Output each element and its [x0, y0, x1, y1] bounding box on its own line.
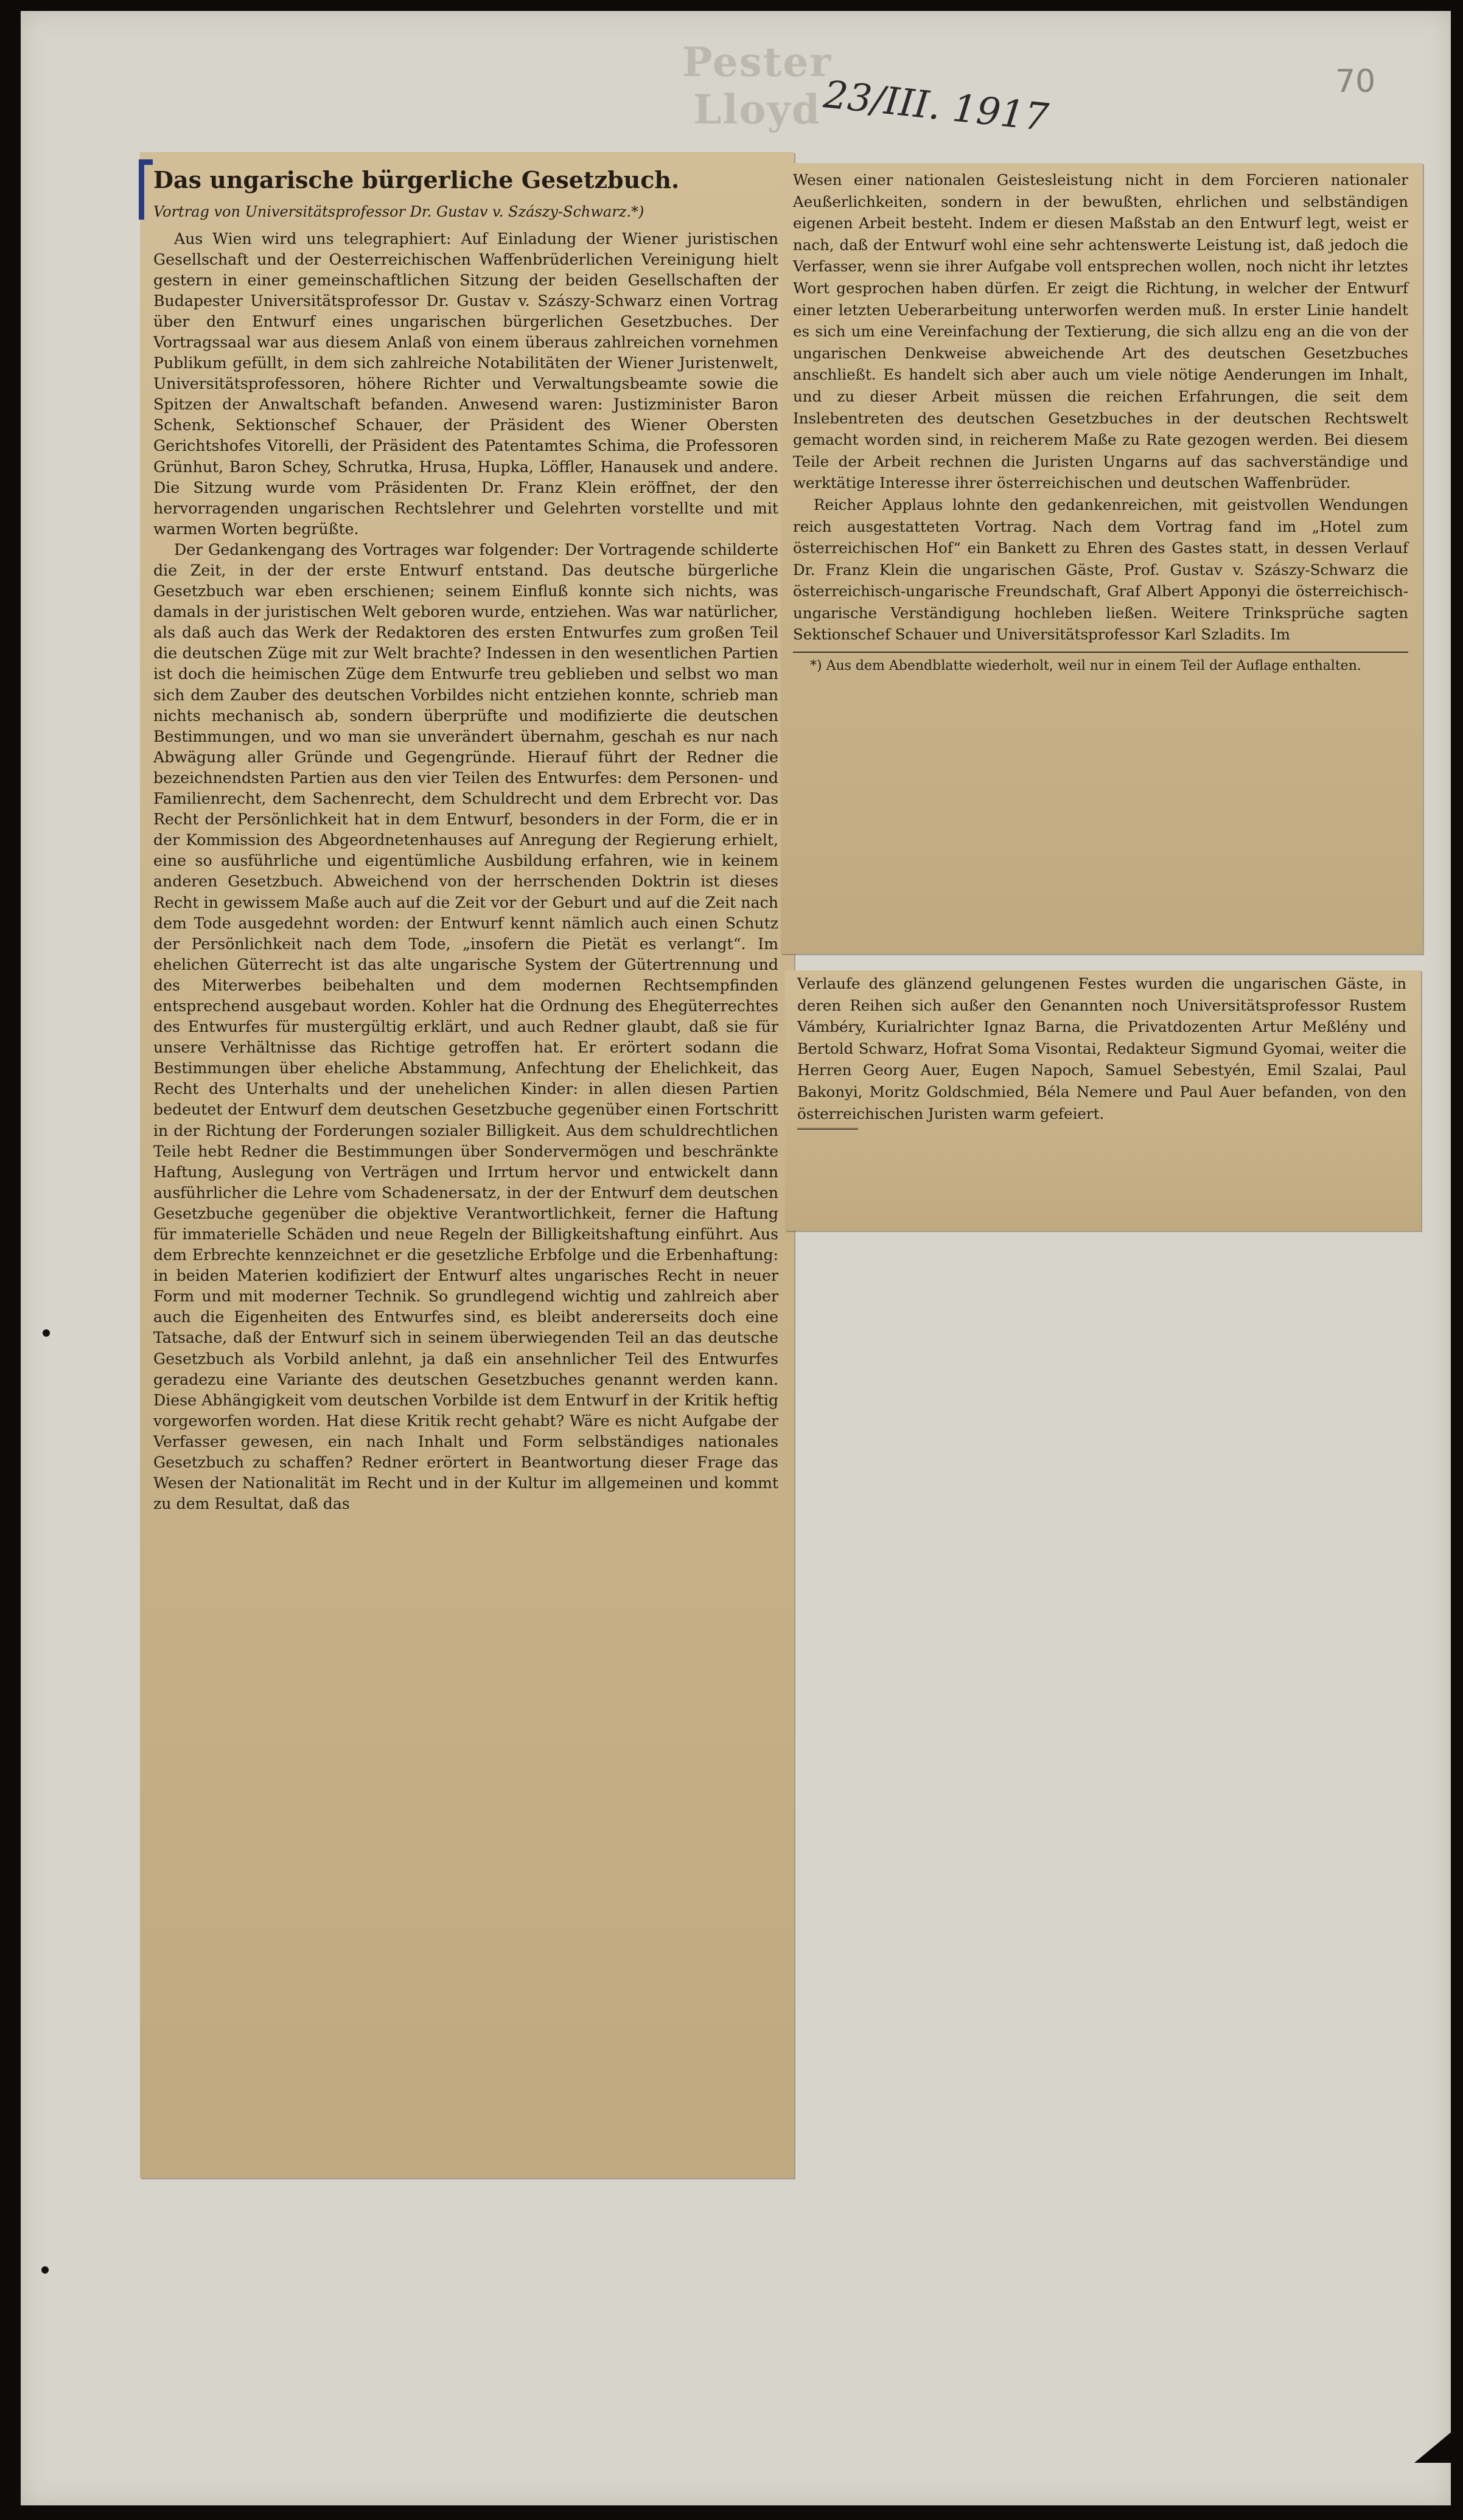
article-clipping-column-2: [781, 163, 1423, 954]
paragraph: Aus Wien wird uns telegraphiert: Auf Einladung der Wiener juristischen Gesellschaft und der Oesterreichischen Waffenbrüderlichen Vereinigung hielt gestern in einer gemeinschaftlichen Sitzung der beiden Gesellschaften der Budapester Universitätsprofessor Dr. Gustav v. Szászy-Schwarz einen Vortrag über den Entwurf eines ungarischen bürgerlichen Gesetzbuches. Der Vortragssaal war aus diesem Anlaß von einem überaus zahlreichen vornehmen Publikum gefüllt, in dem sich zahlreiche Notabilitäten der Wiener Juristenwelt, Universitätsprofessoren, höhere Richter und Verwaltungsbeamte sowie die Spitzen der Anwaltschaft befanden. Anwesend waren: Justizminister Baron Schenk, Sektionschef Schauer, der Präsident des Wiener Obersten Gerichtshofes Vitorelli, der Präsident des Patentamtes Schima, die Professoren Grünhut, Baron Schey, Schrutka, Hrusa, Hupka, Löffler, Hanausek und andere. Die Sitzung wurde vom Präsidenten Dr. Franz Klein eröffnet, der den hervorragenden ungarischen Rechtslehrer und Gelehrten vorstellte und mit warmen Worten begrüßte.: [153, 229, 778, 538]
paragraph: Wesen einer nationalen Geistesleistung nicht in dem Forcieren nationaler Aeußerlichkeiten, sondern in der bewußten, ehrlichen und selbständigen eigenen Arbeit besteht. Indem er diesen Maßstab an den Entwurf legt, weist er nach, daß der Entwurf wohl eine sehr achtenswerte Leistung ist, daß jedoch die Verfasser, wenn sie ihrer Aufgabe voll entsprechen wollen, noch nicht ihr letztes Wort gesprochen haben dürfen. Er zeigt die Richtung, in welcher der Entwurf einer letzten Ueberarbeitung unterworfen werden muß. In erster Linie handelt es sich um eine Vereinfachung der Textierung, die sich allzu eng an die von der ungarischen Denkweise abweichende Art des deutschen Gesetzbuches anschließt. Es handelt sich aber auch um viele nötige Aenderungen im Inhalt, und zu dieser Arbeit müssen die reichen Erfahrungen, die seit dem Inslebentreten des deutschen Gesetzbuches in der deutschen Rechtswelt gemacht worden sind, in reicherem Maße zu Rate gezogen werden. Bei diesem Teile der Arbeit rechnen die Juristen Ungarns auf das sachverständige und werktätige Interesse ihrer österreichischen und deutschen Waffenbrüder.: [793, 171, 1408, 492]
page-number: 70: [1335, 63, 1376, 100]
article-body-continuation: [797, 973, 1406, 1124]
article-body-col1: [153, 229, 778, 1515]
ink-dot: [41, 2266, 49, 2274]
paragraph: Reicher Applaus lohnte den gedankenreichen, mit geistvollen Wendungen reich ausgestatteten Vortrag. Nach dem Vortrag fand im „Hotel zum österreichischen Hof“ ein Bankett zu Ehren des Gastes statt, in dessen Verlauf Dr. Franz Klein die ungarischen Gäste, Prof. Gustav v. Szászy-Schwarz die österreichisch-ungarische Freundschaft, Graf Albert Apponyi die österreichisch-ungarische Verständigung hochleben ließen. Weitere Trinksprüche sagten Sektionschef Schauer und Universitätsprofessor Karl Szladits. Im: [793, 495, 1408, 644]
ink-dot: [43, 1329, 50, 1337]
footnote-rule: [793, 652, 1408, 653]
article-title: Das ungarische bürgerliche Gesetzbuch.: [153, 166, 680, 193]
article-clipping-continuation: [785, 970, 1421, 1231]
paragraph: Der Gedankengang des Vortrages war folgender: Der Vortragende schilderte die Zeit, in der der erste Entwurf entstand. Das deutsche bürgerliche Gesetzbuch war eben erschienen; seinem Einfluß konnte sich nichts, was damals in der juristischen Welt geboren wurde, entziehen. Was war natürlicher, als daß auch das Werk der Redaktoren des ersten Entwurfes zum großen Teil die deutschen Züge mit zur Welt brachte? Indessen in den wesentlichen Partien ist doch die heimischen Züge dem Entwurfe treu geblieben und selbst wo man sich dem Zauber des deutschen Vorbildes nicht entziehen konnte, schrieb man nichts mechanisch ab, sondern überprüfte und modifizierte die deutschen Bestimmungen, und wo man sie unverändert übernahm, geschah es nur nach Abwägung aller Gründe und Gegengründe. Hierauf führt der Redner die bezeichnendsten Partien aus den vier Teilen des Entwurfes: dem Personen- und Familienrecht, dem Sachenrecht, dem Schuldrecht und dem Erbrecht vor. Das Recht der Persönlichkeit hat in dem Entwurf, besonders in der Form, die er in der Kommission des Abgeordnetenhauses auf Anregung der Regierung erhielt, eine so ausführliche und eigentümliche Ausbildung erfahren, wie in keinem anderen Gesetzbuch. Abweichend von der herrschenden Doktrin ist dieses Recht in gewissem Maße auch auf die Zeit vor der Geburt und auf die Zeit nach dem Tode ausgedehnt worden: der Entwurf kennt nämlich auch einen Schutz der Persönlichkeit nach dem Tode, „insofern die Pietät es verlangt“. Im ehelichen Güterrecht ist das alte ungarische System der Gütertrennung und des Miterwerbes beibehalten und dem modernen Rechtsempfinden entsprechend ausgebaut worden. Kohler hat die Ordnung des Ehegüterrechtes des Entwurfes für mustergültig erklärt, und auch Redner glaubt, daß sie für unsere Verhältnisse das Richtige getroffen hat. Er erörtert sodann die Bestimmungen über eheliche Abstammung, Anfechtung der Ehelichkeit, das Recht des Unterhalts und der unehelichen Kinder: in allen diesen Partien bedeutet der Entwurf dem deutschen Gesetzbuche gegenüber einen Fortschritt in der Richtung der Forderungen sozialer Billigkeit. Aus dem schuldrechtlichen Teile hebt Redner die Bestimmungen über Sondervermögen und beschränkte Haftung, Auslegung von Verträgen und Irrtum hervor und entwickelt dann ausführlicher die Lehre vom Schadenersatz, in der der Entwurf dem deutschen Gesetzbuche gegenüber die objektive Verantwortlichkeit, ferner die Haftung für immaterielle Schäden und neue Regeln der Billigkeitshaftung einführt. Aus dem Erbrechte kennzeichnet er die gesetzliche Erbfolge und die Erbenhaftung: in beiden Materien kodifiziert der Entwurf altes ungarisches Recht in neuer Form und mit moderner Technik. So grundlegend wichtig und zahlreich aber auch die Eigenheiten des Entwurfes sind, es bleibt andererseits doch eine Tatsache, daß der Entwurf sich in seinem überwiegenden Teil an das deutsche Gesetzbuch als Vorbild anlehnt, ja daß ein ansehnlicher Teil des Entwurfes geradezu eine Variante des deutschen Gesetzbuches genannt werden kann. Diese Abhängigkeit vom deutschen Vorbilde ist dem Entwurf in der Kritik heftig vorgeworfen worden. Hat diese Kritik recht gehabt? Wäre es nicht Aufgabe der Verfasser gewesen, ein nach Inhalt und Form selbständiges nationales Gesetzbuch zu schaffen? Redner erörtert in Beantwortung dieser Frage das Wesen der Nationalität im Recht und in der Kultur im allgemeinen und kommt zu dem Resultat, daß das: [153, 540, 778, 1513]
newspaper-name-stamp: Pester Lloyd: [682, 38, 833, 133]
article-clipping-column-1: [140, 152, 794, 2178]
torn-corner: [1414, 2432, 1451, 2463]
paragraph: Verlaufe des glänzend gelungenen Festes wurden die ungarischen Gäste, in deren Reihen sich außer den Genannten noch Universitätsprofessor Rustem Vámbéry, Kurialrichter Ignaz Barna, die Privatdozenten Artur Meßlény und Bertold Schwarz, Hofrat Soma Visontai, Redakteur Sigmund Gyomai, weiter die Herren Georg Auer, Eugen Napoch, Samuel Sebestyén, Emil Szalai, Paul Bakonyi, Moritz Goldschmied, Béla Nemere und Paul Auer befanden, von den österreichischen Juristen warm gefeiert.: [797, 975, 1406, 1123]
article-body-col2: [793, 169, 1408, 646]
article-byline: Vortrag von Universitätsprofessor Dr. Gustav v. Szászy-Schwarz.*): [153, 203, 644, 220]
blue-pencil-mark: [139, 159, 153, 220]
footnote: *) Aus dem Abendblatte wiederholt, weil nur in einem Teil der Auflage enthalten.: [810, 658, 1361, 674]
end-rule: [797, 1128, 858, 1130]
handwritten-date: 23/III. 1917: [822, 72, 1051, 140]
